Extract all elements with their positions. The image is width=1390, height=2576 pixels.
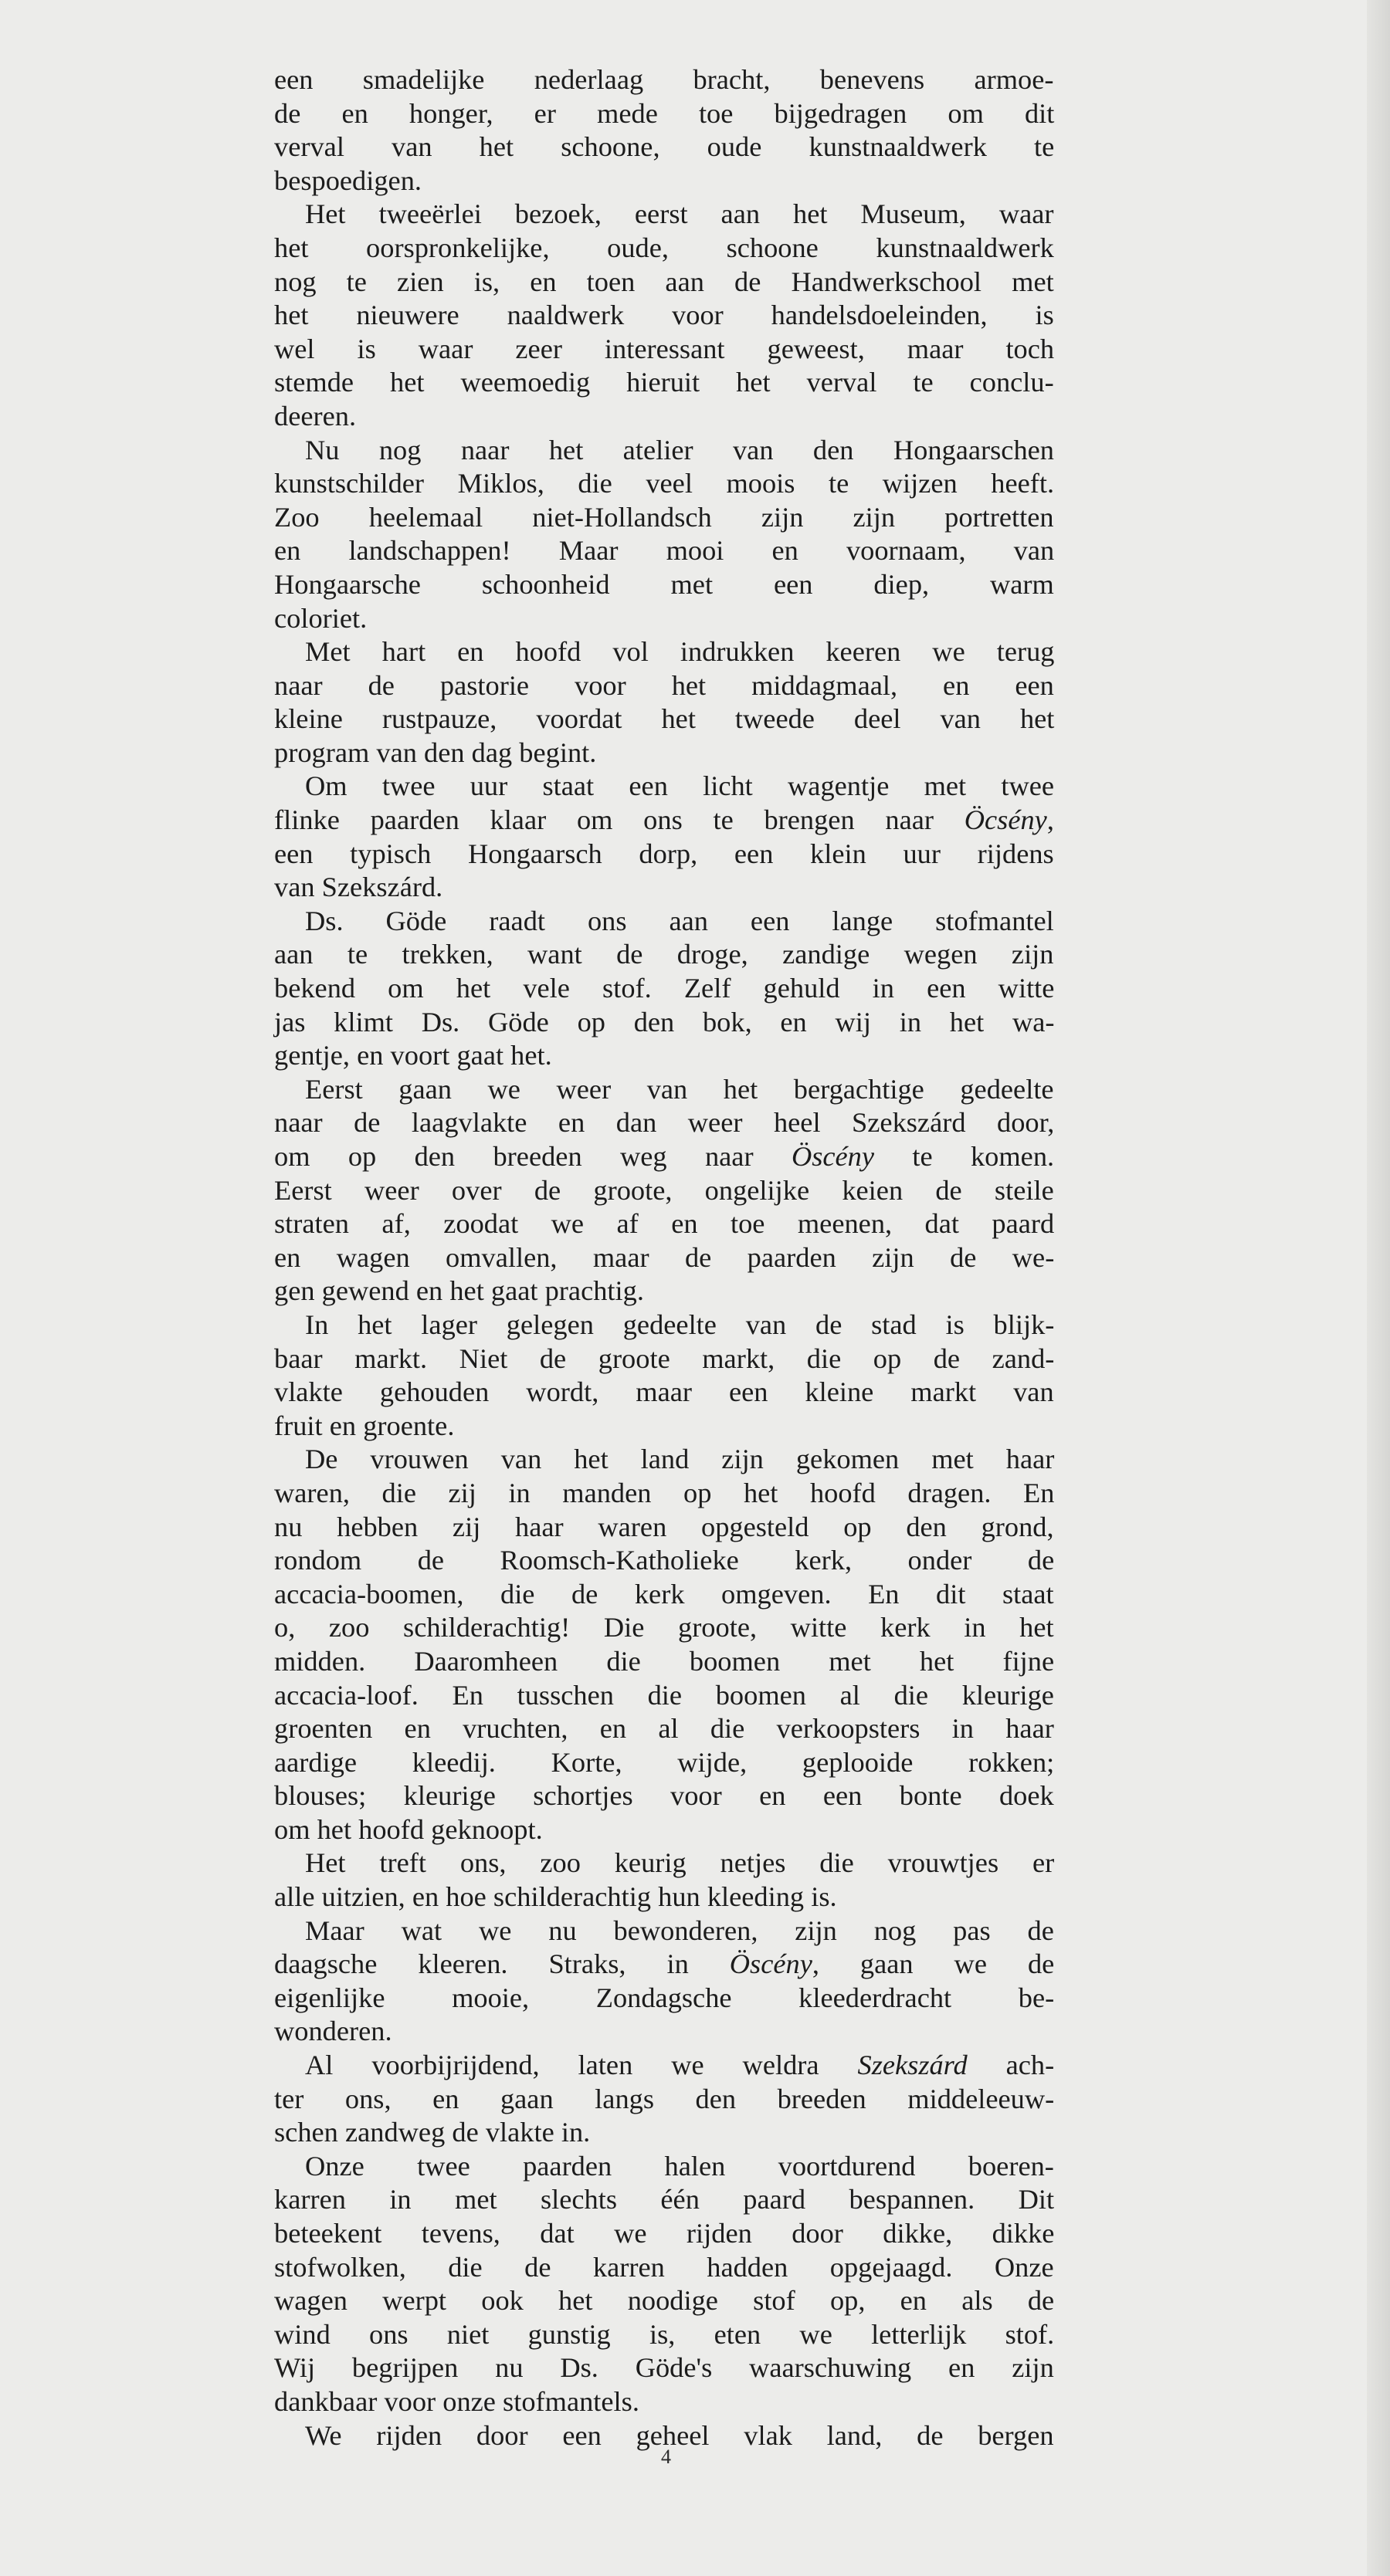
- text-line: dankbaar voor onze stofmantels.: [274, 2385, 639, 2417]
- text-line: aardige kleedij. Korte, wijde, geplooide rokken;: [274, 1746, 1055, 1778]
- text-line: Het treft ons, zoo keurig netjes die vrouwtjes er: [305, 1847, 1055, 1879]
- text-line: en wagen omvallen, maar de paarden zijn de we-: [274, 1241, 1055, 1273]
- text-line: het oorspronkelijke, oude, schoone kunstnaaldwerk: [274, 232, 1054, 263]
- text-line: Wij begrijpen nu Ds. Göde's waarschuwing en zijn: [274, 2352, 1054, 2384]
- text-line: Eerst weer over de groote, ongelijke keien de steile: [274, 1174, 1054, 1206]
- text-line: en landschappen! Maar mooi en voornaam, van: [274, 535, 1055, 567]
- text-line: rondom de Roomsch-Katholieke kerk, onder de: [274, 1545, 1055, 1576]
- text-line: aan te trekken, want de droge, zandige wegen zijn: [274, 939, 1054, 970]
- text-line: gen gewend en het gaat prachtig.: [274, 1275, 644, 1307]
- text-line: wonderen.: [274, 2016, 392, 2047]
- italic-place-name: Öscény: [791, 1141, 875, 1172]
- text-line: eigenlijke mooie, Zondagsche kleederdracht be-: [274, 1982, 1055, 2013]
- text-line: accacia-loof. En tusschen die boomen al die kleurige: [274, 1679, 1054, 1711]
- text-line: van Szekszárd.: [274, 872, 443, 903]
- text-line: jas klimt Ds. Göde op den bok, en wij in het wa-: [274, 1006, 1055, 1038]
- text-line: kunstschilder Miklos, die veel moois te wijzen heeft.: [274, 468, 1055, 499]
- text-line: vlakte gehouden wordt, maar een kleine markt van: [274, 1376, 1054, 1408]
- text-line: karren in met slechts één paard bespannen. Dit: [274, 2184, 1055, 2215]
- text-line: Al voorbijrijdend, laten we weldra Szekszárd ach-: [305, 2050, 1055, 2081]
- text-line: program van den dag begint.: [274, 736, 597, 768]
- page-number: 4: [661, 2446, 671, 2468]
- text-line: stemde het weemoedig hieruit het verval te conclu-: [274, 367, 1054, 398]
- text-line: blouses; kleurige schortjes voor en een bonte doek: [274, 1780, 1054, 1812]
- text-line: Het tweeërlei bezoek, eerst aan het Museum, waar: [305, 198, 1054, 230]
- text-line: wagen werpt ook het noodige stof op, en als de: [274, 2285, 1055, 2317]
- text-line: stofwolken, die de karren hadden opgejaagd. Onze: [274, 2251, 1054, 2283]
- text-line: daagsche kleeren. Straks, in Öscény, gaan we de: [274, 1948, 1055, 1980]
- text-line: We rijden door een geheel vlak land, de bergen: [305, 2419, 1054, 2451]
- text-line: Ds. Göde raadt ons aan een lange stofmantel: [305, 905, 1054, 936]
- page-gutter: [1367, 0, 1390, 2576]
- text-line: beteekent tevens, dat we rijden door dikke, dikke: [274, 2218, 1055, 2249]
- text-line: om het hoofd geknoopt.: [274, 1813, 543, 1845]
- text-line: o, zoo schilderachtig! Die groote, witte kerk in het: [274, 1612, 1054, 1643]
- italic-place-name: Szekszárd: [857, 2050, 968, 2081]
- text-line: om op den breeden weg naar Öscény te komen.: [274, 1141, 1055, 1172]
- text-line: Eerst gaan we weer van het bergachtige gedeelte: [305, 1073, 1054, 1105]
- text-line: de en honger, er mede toe bijgedragen om dit: [274, 97, 1055, 129]
- text-line: flinke paarden klaar om ons te brengen naar Öcsény,: [274, 804, 1054, 836]
- text-line: naar de laagvlakte en dan weer heel Szekszárd door,: [274, 1107, 1055, 1139]
- text-line: kleine rustpauze, voordat het tweede deel van het: [274, 703, 1055, 735]
- text-line: fruit en groente.: [274, 1410, 455, 1441]
- text-line: waren, die zij in manden op het hoofd dragen. En: [274, 1477, 1055, 1508]
- text-line: het nieuwere naaldwerk voor handelsdoeleinden, is: [274, 300, 1054, 331]
- text-line: wel is waar zeer interessant geweest, maar toch: [274, 333, 1055, 364]
- text-line: groenten en vruchten, en al die verkoopsters in haar: [274, 1713, 1054, 1745]
- text-line: bespoedigen.: [274, 164, 422, 196]
- text-line: Onze twee paarden halen voortdurend boeren-: [305, 2150, 1054, 2182]
- text-line: deeren.: [274, 400, 357, 432]
- text-line: Met hart en hoofd vol indrukken keeren we terug: [305, 636, 1055, 668]
- text-line: accacia-boomen, die de kerk omgeven. En dit staat: [274, 1578, 1054, 1610]
- text-line: bekend om het vele stof. Zelf gehuld in een witte: [274, 973, 1055, 1004]
- text-line: nog te zien is, en toen aan de Handwerkschool met: [274, 266, 1054, 297]
- text-line: In het lager gelegen gedeelte van de stad is blijk-: [305, 1308, 1055, 1340]
- text-line: straten af, zoodat we af en toe meenen, dat paard: [274, 1208, 1055, 1240]
- text-line: Om twee uur staat een licht wagentje met twee: [305, 770, 1055, 802]
- text-line: schen zandweg de vlakte in.: [274, 2117, 591, 2148]
- text-line: een smadelijke nederlaag bracht, benevens armoe-: [274, 64, 1054, 95]
- text-line: naar de pastorie voor het middagmaal, en een: [274, 669, 1054, 701]
- body-text: [274, 63, 1054, 2452]
- text-line: gentje, en voort gaat het.: [274, 1040, 552, 1071]
- text-line: nu hebben zij haar waren opgesteld op den grond,: [274, 1511, 1054, 1542]
- text-line: een typisch Hongaarsch dorp, een klein uur rijdens: [274, 838, 1054, 869]
- text-line: verval van het schoone, oude kunstnaaldwerk te: [274, 131, 1055, 163]
- text-line: Nu nog naar het atelier van den Hongaarschen: [305, 434, 1054, 465]
- text-line: Maar wat we nu bewonderen, zijn nog pas de: [305, 1914, 1054, 1946]
- italic-place-name: Öscény: [729, 1948, 812, 1980]
- text-line: alle uitzien, en hoe schilderachtig hun kleeding is.: [274, 1881, 837, 1913]
- text-line: De vrouwen van het land zijn gekomen met haar: [305, 1444, 1055, 1475]
- text-line: ter ons, en gaan langs den breeden middeleeuw-: [274, 2083, 1055, 2114]
- italic-place-name: Öcsény: [964, 804, 1047, 836]
- text-line: Zoo heelemaal niet-Hollandsch zijn zijn portretten: [274, 501, 1054, 533]
- text-line: baar markt. Niet de groote markt, die op de zand-: [274, 1342, 1055, 1374]
- text-line: midden. Daaromheen die boomen met het fijne: [274, 1645, 1055, 1677]
- text-line: wind ons niet gunstig is, eten we letterlijk stof.: [274, 2318, 1055, 2350]
- text-line: coloriet.: [274, 602, 368, 634]
- text-line: Hongaarsche schoonheid met een diep, warm: [274, 568, 1054, 600]
